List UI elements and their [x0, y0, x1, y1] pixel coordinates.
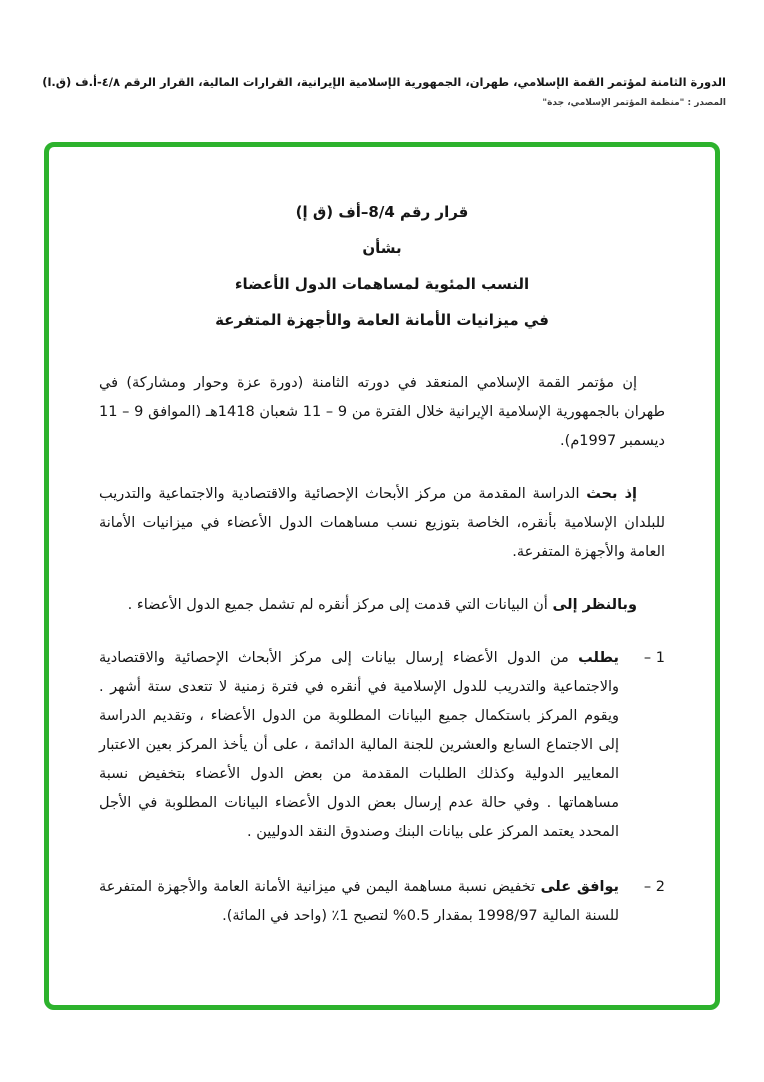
resolution-number-title: قرار رقم 8/4–أف (ق إ): [295, 203, 469, 221]
having-examined-paragraph: [99, 480, 665, 567]
item-text: من الدول الأعضاء إرسال بيانات إلى مركز الأبحاث الإحصائية والاقتصادية والاجتماعية والتدريب للدول الإسلامية في أنقره في فترة زمنية لا تتعدى ستة أشهر . ويقوم المركز باستكمال جميع البيانات المطلوبة من الدول الأعضاء ، وتقديم الدراسة إلى الاجتماع السابع والعشرين للجنة المالية الدائمة ، على أن يأخذ المركز بعين الاعتبار المعايير الدولية وكذلك الطلبات المقدمة من بعض الدول الأعضاء بتخفيض نسبة مساهماتها . وفي حالة عدم إرسال بعض الدول الأعضاء البيانات المطلوبة في الأجل المحدد يعتمد المركز على بيانات البنك وصندوق النقد الدوليين .: [99, 650, 619, 840]
item-text: تخفيض نسبة مساهمة اليمن في ميزانية الأمانة العامة والأجهزة المتفرعة للسنة المالية 1998/97 بمقدار 0.5% لتصبح 1٪ (واحد في المائة).: [99, 879, 619, 924]
paragraph-text: أن البيانات التي قدمت إلى مركز أنقره لم تشمل جميع الدول الأعضاء .: [127, 597, 553, 613]
item-paragraph: [99, 873, 619, 931]
title-subject-line-2: في ميزانيات الأمانة العامة والأجهزة المتفرعة: [215, 311, 549, 329]
item-number: 2 –: [643, 879, 665, 895]
title-subject-line-1: النسب المئوية لمساهمات الدول الأعضاء: [234, 275, 530, 293]
noting-paragraph: [99, 591, 665, 620]
paragraph-text: إن مؤتمر القمة الإسلامي المنعقد في دورته الثامنة (دورة عزة وحوار ومشاركة) في طهران بالجمهورية الإسلامية الإيرانية خلال الفترة من 9 – 11 شعبان 1418هـ (الموافق 9 – 11 ديسمبر 1997م).: [99, 375, 666, 449]
numbered-item-1: [99, 644, 665, 847]
title-regarding: بشأن: [362, 239, 402, 257]
document-body: [49, 147, 715, 931]
header-source-line: المصدر : "منظمة المؤتمر الإسلامي، جدة": [542, 98, 726, 109]
item-lead: يطلب: [578, 650, 619, 666]
paragraph-lead: إذ بحث: [586, 486, 637, 502]
preamble-paragraph: [99, 369, 665, 456]
paragraph-lead: وبالنظر إلى: [552, 597, 637, 613]
item-lead: يوافق على: [540, 879, 619, 895]
paragraph-text: الدراسة المقدمة من مركز الأبحاث الإحصائية والاقتصادية والاجتماعية والتدريب للبلدان الإسلامية بأنقره، الخاصة بتوزيع نسب مساهمات الدول الأعضاء في ميزانيات الأمانة العامة والأجهزة المتفرعة.: [99, 486, 665, 560]
numbered-item-2: [99, 873, 665, 931]
item-number: 1 –: [643, 650, 665, 666]
header-citation-line: الدورة الثامنة لمؤتمر القمة الإسلامي، طهران، الجمهورية الإسلامية الإيرانية، القرارات المالية، القرار الرقم ٤/٨-أ.ف (ق.ا): [42, 75, 726, 89]
item-paragraph: [99, 644, 619, 847]
title-block: [99, 203, 665, 329]
green-border-frame: [44, 142, 720, 1010]
document-citation-header: [40, 74, 726, 108]
